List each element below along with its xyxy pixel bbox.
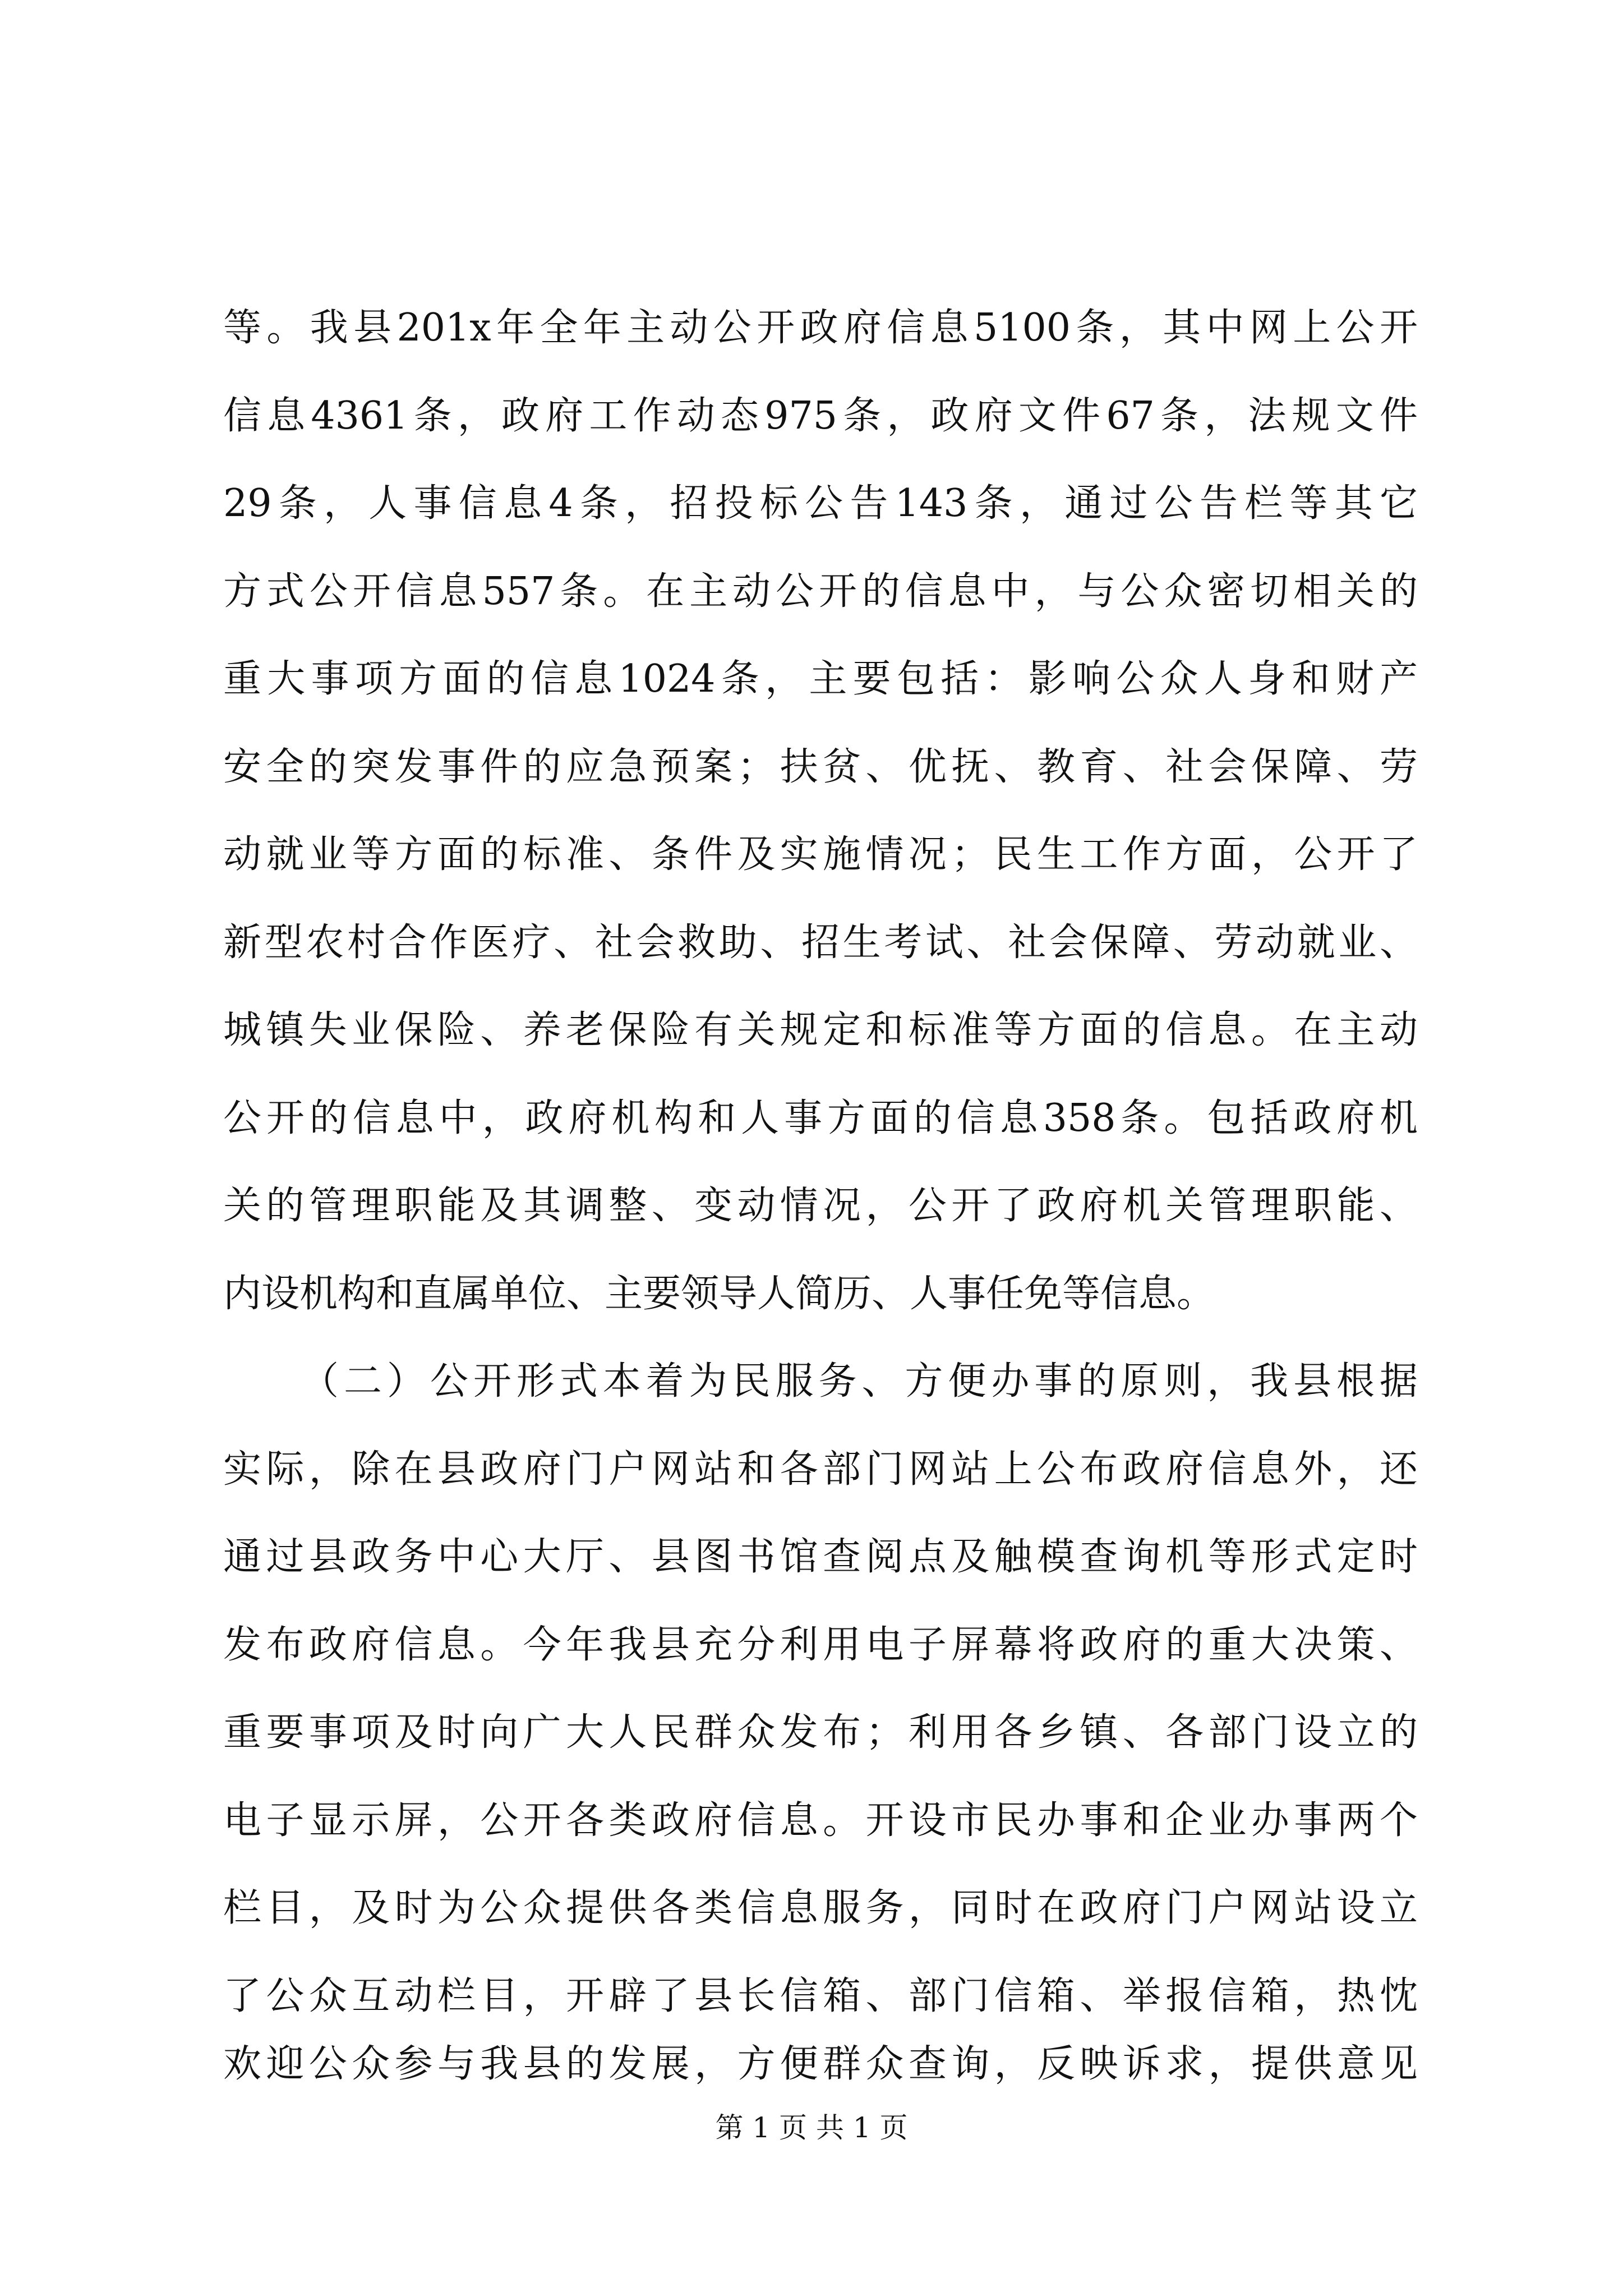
paragraph-line: 实际，除在县政府门户网站和各部门网站上公布政府信息外，还 — [223, 1447, 1418, 1492]
paragraph-line: 信息4361条，政府工作动态975条，政府文件67条，法规文件 — [223, 394, 1418, 438]
paragraph-line: 了公众互动栏目，开辟了县长信箱、部门信箱、举报信箱，热忱 — [223, 1974, 1418, 2018]
paragraph-line: 重大事项方面的信息1024条，主要包括：影响公众人身和财产 — [223, 657, 1418, 701]
paragraph-line: 欢迎公众参与我县的发展，方便群众查询，反映诉求，提供意见 — [223, 2042, 1418, 2086]
paragraph-line: 内设机构和直属单位、主要领导人简历、人事任免等信息。 — [223, 1272, 1215, 1316]
paragraph-line: 新型农村合作医疗、社会救助、招生考试、社会保障、劳动就业、 — [223, 921, 1418, 965]
paragraph-line: 通过县政务中心大厅、县图书馆查阅点及触模查询机等形式定时 — [223, 1535, 1418, 1579]
paragraph-line: 发布政府信息。今年我县充分利用电子屏幕将政府的重大决策、 — [223, 1623, 1418, 1667]
paragraph-line: 公开的信息中，政府机构和人事方面的信息358条。包括政府机 — [223, 1096, 1418, 1140]
paragraph-line: 电子显示屏，公开各类政府信息。开设市民办事和企业办事两个 — [223, 1798, 1418, 1843]
page-number-footer: 第 1 页 共 1 页 — [715, 2111, 908, 2144]
paragraph-line: （二）公开形式本着为民服务、方便办事的原则，我县根据 — [301, 1359, 1418, 1404]
paragraph-line: 重要事项及时向广大人民群众发布；利用各乡镇、各部门设立的 — [223, 1710, 1418, 1755]
paragraph-line: 动就业等方面的标准、条件及实施情况；民生工作方面，公开了 — [223, 832, 1418, 877]
paragraph-line: 栏目，及时为公众提供各类信息服务，同时在政府门户网站设立 — [223, 1886, 1418, 1930]
paragraph-line: 方式公开信息557条。在主动公开的信息中，与公众密切相关的 — [223, 569, 1418, 614]
paragraph-line: 关的管理职能及其调整、变动情况，公开了政府机关管理职能、 — [223, 1184, 1418, 1228]
paragraph-line: 29条，人事信息4条，招投标公告143条，通过公告栏等其它 — [223, 481, 1418, 526]
paragraph-line: 城镇失业保险、养老保险有关规定和标准等方面的信息。在主动 — [223, 1008, 1418, 1052]
paragraph-line: 等。我县201x年全年主动公开政府信息5100条，其中网上公开 — [223, 306, 1418, 350]
paragraph-line: 安全的突发事件的应急预案；扶贫、优抚、教育、社会保障、劳 — [223, 745, 1418, 789]
